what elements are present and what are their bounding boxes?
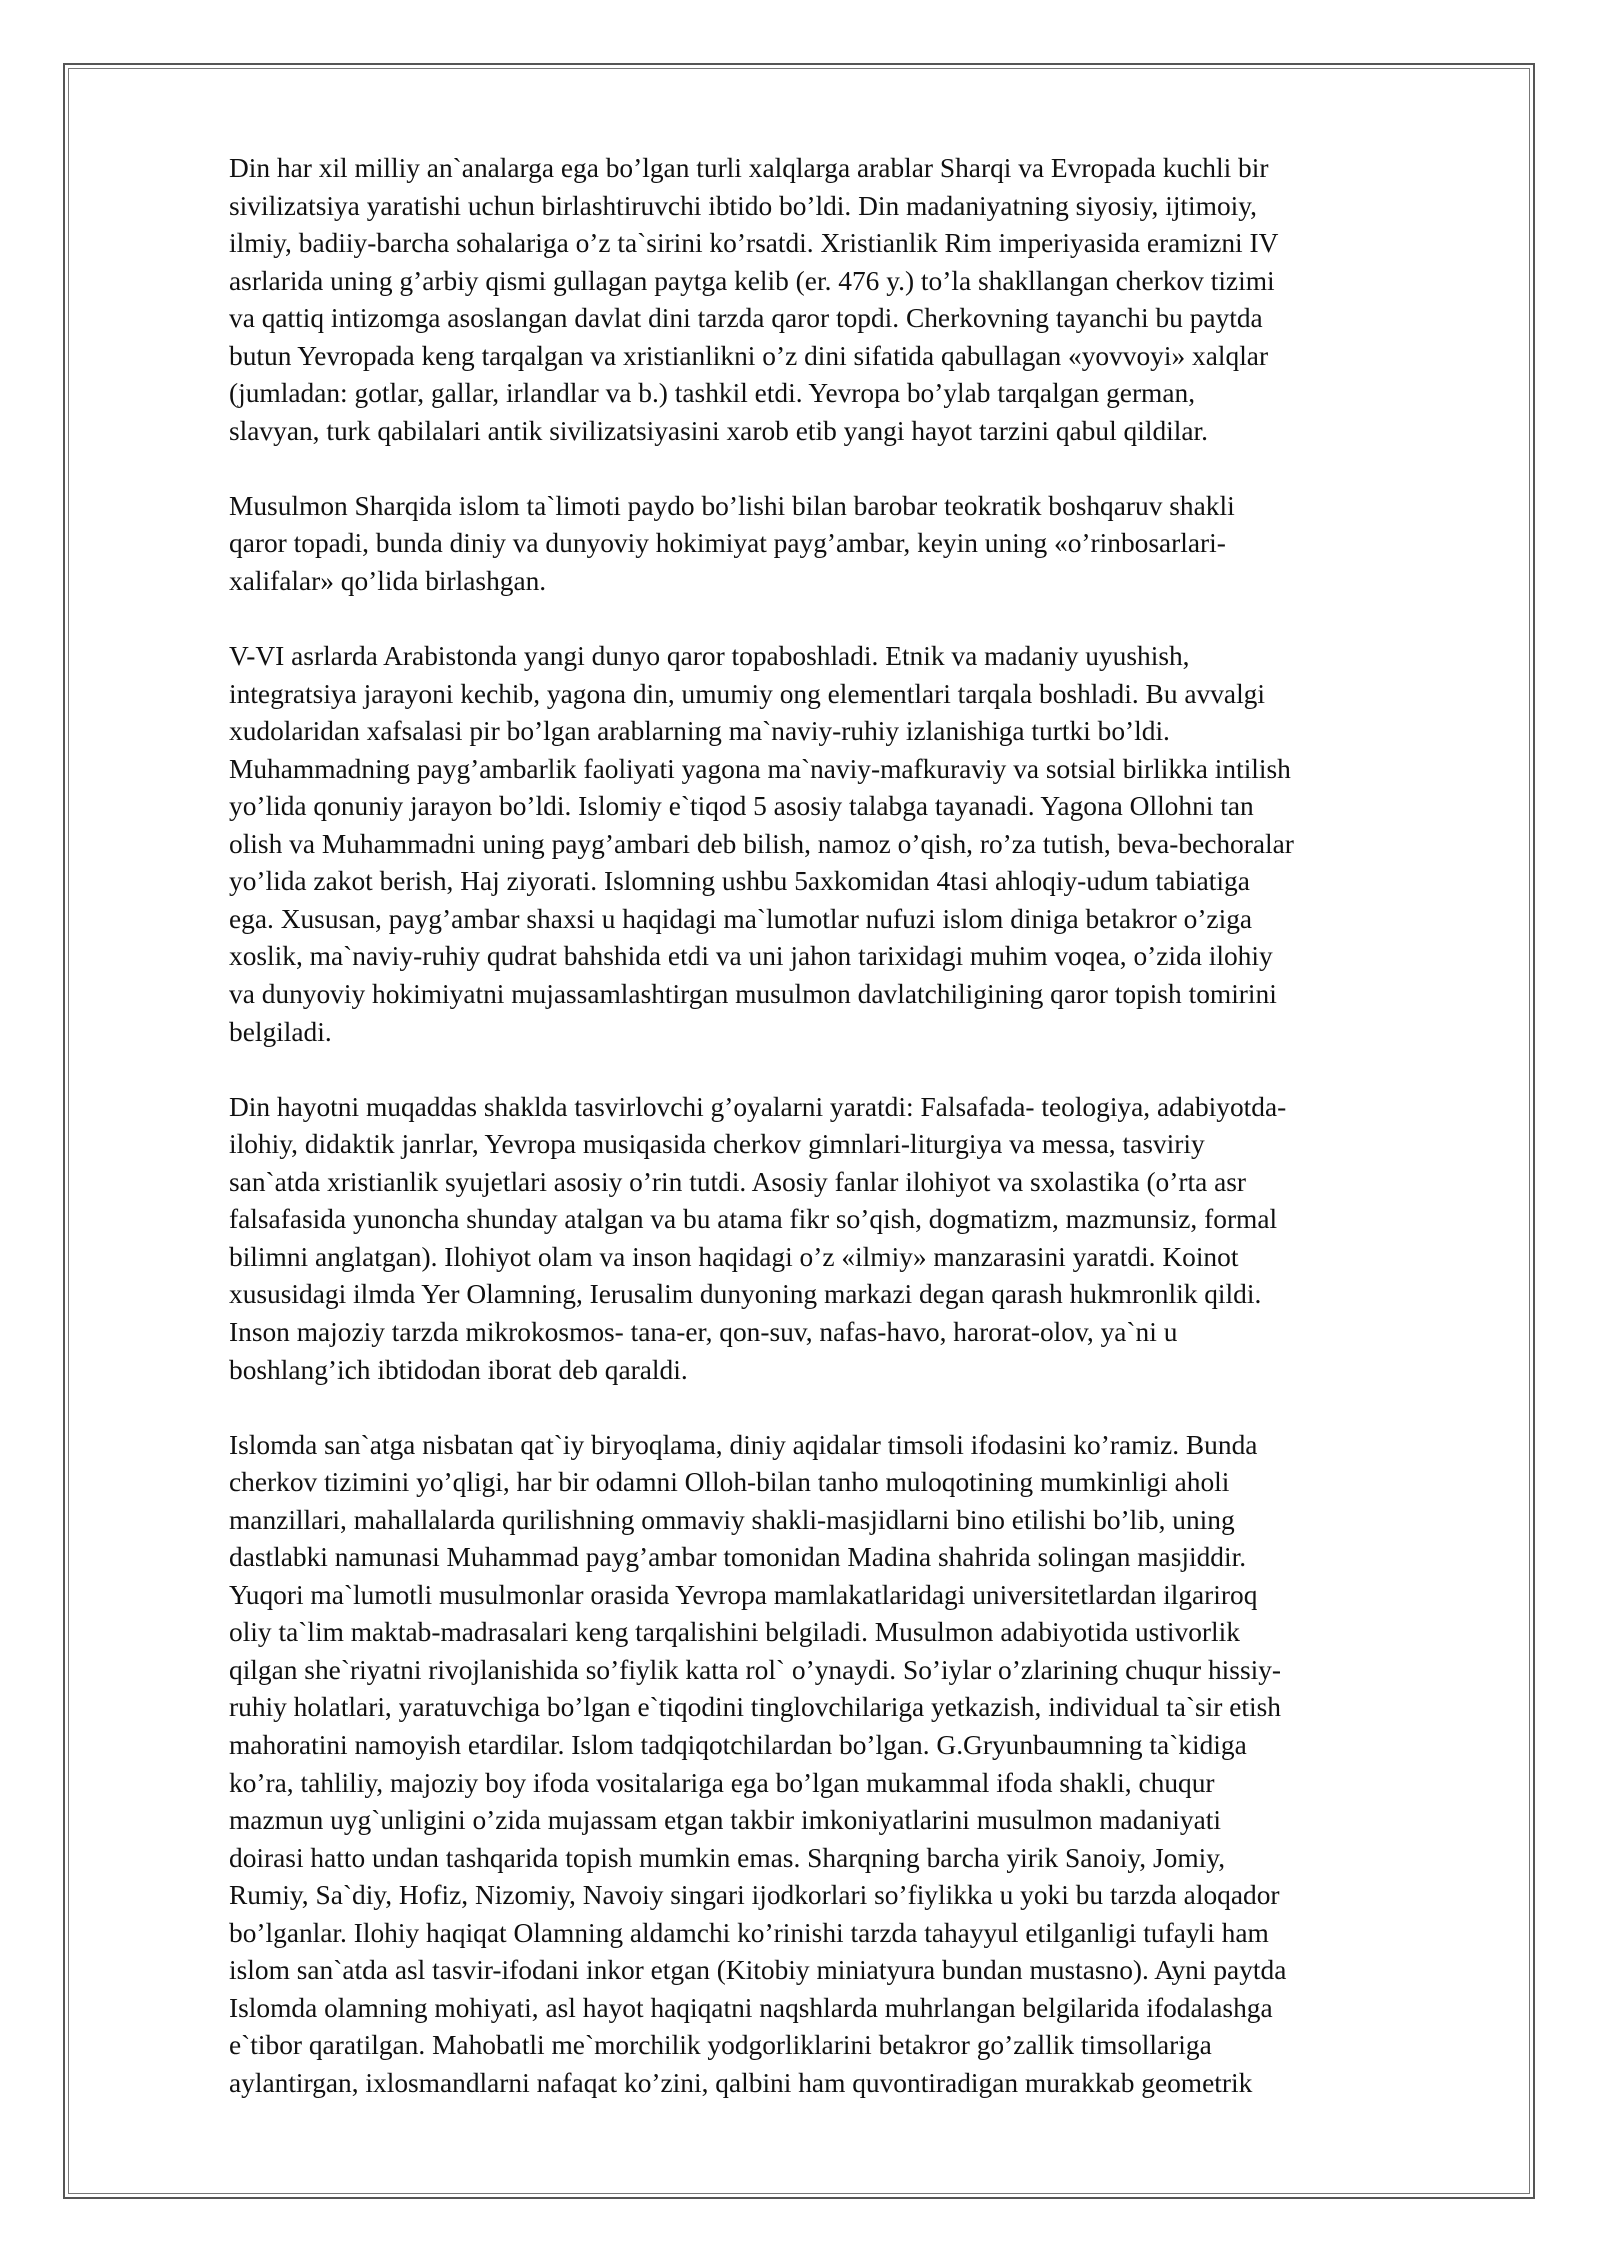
text-line: Muhammadning payg’ambarlik faoliyati yagona ma`naviy-mafkuraviy va sotsial birlikka intilish: [229, 753, 1291, 784]
text-line: Rumiy, Sa`diy, Hofiz, Nizomiy, Navoiy singari ijodkorlari so’fiylikka u yoki bu tarzda aloqador: [229, 1880, 1280, 1911]
text-line: dastlabki namunasi Muhammad payg’ambar tomonidan Madina shahrida solingan masjiddir.: [229, 1542, 1247, 1573]
text-line: Inson majoziy tarzda mikrokosmos- tana-er, qon-suv, nafas-havo, harorat-olov, ya`ni u: [229, 1316, 1178, 1347]
text-line: bo’lganlar. Ilohiy haqiqat Olamning aldamchi ko’rinishi tarzda tahayyul etilganligi tufayli ham: [229, 1917, 1269, 1948]
text-line: V-VI asrlarda Arabistonda yangi dunyo qaror topaboshladi. Etnik va madaniy uyushish,: [229, 641, 1190, 672]
text-line: va dunyoviy hokimiyatni mujassamlashtirgan musulmon davlatchiligining qaror topish tomirini: [229, 979, 1277, 1010]
text-line: mazmun uyg`unligini o’zida mujassam etgan takbir imkoniyatlarini musulmon madaniyati: [229, 1805, 1221, 1836]
text-line: Din hayotni muqaddas shaklda tasvirlovchi g’oyalarni yaratdi: Falsafada- teologiya, adabiyotda-: [229, 1091, 1287, 1122]
text-line: oliy ta`lim maktab-madrasalari keng tarqalishini belgiladi. Musulmon adabiyotida ustivorlik: [229, 1617, 1240, 1648]
paragraph: [229, 1089, 1489, 1389]
document-body: [229, 150, 1489, 2140]
paragraph: [229, 488, 1489, 601]
text-line: xususidagi ilmda Yer Olamning, Ierusalim dunyoning markazi degan qarash hukmronlik qildi.: [229, 1279, 1262, 1310]
paragraph: [229, 1427, 1489, 2103]
text-line: sivilizatsiya yaratishi uchun birlashtiruvchi ibtido bo’ldi. Din madaniyatning siyosiy, ijtimoiy,: [229, 190, 1258, 221]
text-line: doirasi hatto undan tashqarida topish mumkin emas. Sharqning barcha yirik Sanoiy, Jomiy,: [229, 1842, 1226, 1873]
text-line: Islomda olamning mohiyati, asl hayot haqiqatni naqshlarda muhrlangan belgilarida ifodalashga: [229, 1992, 1273, 2023]
text-line: asrlarida uning g’arbiy qismi gullagan paytga kelib (er. 476 y.) to’la shakllangan cherkov tizimi: [229, 265, 1275, 296]
text-line: slavyan, turk qabilalari antik sivilizatsiyasini xarob etib yangi hayot tarzini qabul qildilar.: [229, 415, 1208, 446]
text-line: san`atda xristianlik syujetlari asosiy o’rin tutdi. Asosiy fanlar ilohiyot va sxolastika (o’rta asr: [229, 1166, 1247, 1197]
text-line: ruhiy holatlari, yaratuvchiga bo’lgan e`tiqodini tinglovchilariga yetkazish, individual ta`sir etish: [229, 1692, 1281, 1723]
text-line: ilmiy, badiiy-barcha sohalariga o’z ta`sirini ko’rsatdi. Xristianlik Rim imperiyasida eramizni IV: [229, 228, 1279, 259]
paragraph: [229, 638, 1489, 1051]
text-line: ilohiy, didaktik janrlar, Yevropa musiqasida cherkov gimnlari-liturgiya va messa, tasviriy: [229, 1129, 1205, 1160]
text-line: qaror topadi, bunda diniy va dunyoviy hokimiyat payg’ambar, keyin uning «o’rinbosarlari-: [229, 528, 1226, 559]
text-line: xudolaridan xafsalasi pir bo’lgan arablarning ma`naviy-ruhiy izlanishiga turtki bo’ldi.: [229, 716, 1170, 747]
text-line: butun Yevropada keng tarqalgan va xristianlikni o’z dini sifatida qabullagan «yovvoyi» xalqlar: [229, 340, 1269, 371]
text-line: mahoratini namoyish etardilar. Islom tadqiqotchilardan bo’lgan. G.Gryunbaumning ta`kidiga: [229, 1729, 1247, 1760]
paragraph: [229, 150, 1489, 450]
text-line: va qattiq intizomga asoslangan davlat dini tarzda qaror topdi. Cherkovning tayanchi bu paytda: [229, 303, 1263, 334]
text-line: ega. Xususan, payg’ambar shaxsi u haqidagi ma`lumotlar nufuzi islom diniga betakror o’ziga: [229, 903, 1253, 934]
text-line: (jumladan: gotlar, gallar, irlandlar va b.) tashkil etdi. Yevropa bo’ylab tarqalgan german,: [229, 378, 1196, 409]
text-line: bilimni anglatgan). Ilohiyot olam va inson haqidagi o’z «ilmiy» manzarasini yaratdi. Koinot: [229, 1241, 1239, 1272]
text-line: falsafasida yunoncha shunday atalgan va bu atama fikr so’qish, dogmatizm, mazmunsiz, formal: [229, 1204, 1278, 1235]
text-line: aylantirgan, ixlosmandlarni nafaqat ko’zini, qalbini ham quvontiradigan murakkab geometrik: [229, 2067, 1253, 2098]
text-line: Musulmon Sharqida islom ta`limoti paydo bo’lishi bilan barobar teokratik boshqaruv shakli: [229, 490, 1235, 521]
text-line: e`tibor qaratilgan. Mahobatli me`morchilik yodgorliklarini betakror go’zallik timsollariga: [229, 2030, 1212, 2061]
text-line: cherkov tizimini yo’qligi, har bir odamni Olloh-bilan tanho muloqotining mumkinligi aholi: [229, 1467, 1230, 1498]
text-line: yo’lida qonuniy jarayon bo’ldi. Islomiy e`tiqod 5 asosiy talabga tayanadi. Yagona Ollohni tan: [229, 791, 1254, 822]
text-line: ko’ra, tahliliy, majoziy boy ifoda vositalariga ega bo’lgan mukammal ifoda shakli, chuqur: [229, 1767, 1215, 1798]
text-line: belgiladi.: [229, 1016, 332, 1047]
text-line: integratsiya jarayoni kechib, yagona din, umumiy ong elementlari tarqala boshladi. Bu avvalgi: [229, 678, 1265, 709]
text-line: yo’lida zakot berish, Haj ziyorati. Islomning ushbu 5axkomidan 4tasi ahloqiy-udum tabiatiga: [229, 866, 1250, 897]
text-line: olish va Muhammadni uning payg’ambari deb bilish, namoz o’qish, ro’za tutish, beva-bechoralar: [229, 828, 1294, 859]
text-line: islom san`atda asl tasvir-ifodani inkor etgan (Kitobiy miniatyura bundan mustasno). Ayni paytda: [229, 1955, 1287, 1986]
text-line: Islomda san`atga nisbatan qat`iy biryoqlama, diniy aqidalar timsoli ifodasini ko’ramiz. Bunda: [229, 1429, 1258, 1460]
text-line: qilgan she`riyatni rivojlanishida so’fiylik katta rol` o’ynaydi. So’iylar o’zlarining chuqur hissiy-: [229, 1654, 1282, 1685]
text-line: Din har xil milliy an`analarga ega bo’lgan turli xalqlarga arablar Sharqi va Evropada kuchli bir: [229, 153, 1269, 183]
text-line: xalifalar» qo’lida birlashgan.: [229, 566, 547, 597]
text-line: manzillari, mahallalarda qurilishning ommaviy shakli-masjidlarni bino etilishi bo’lib, uning: [229, 1504, 1235, 1535]
text-line: boshlang’ich ibtidodan iborat deb qaraldi.: [229, 1354, 688, 1385]
text-line: Yuqori ma`lumotli musulmonlar orasida Yevropa mamlakatlaridagi universitetlardan ilgariroq: [229, 1579, 1258, 1610]
text-line: xoslik, ma`naviy-ruhiy qudrat bahshida etdi va uni jahon tarixidagi muhim voqea, o’zida ilohiy: [229, 941, 1273, 972]
